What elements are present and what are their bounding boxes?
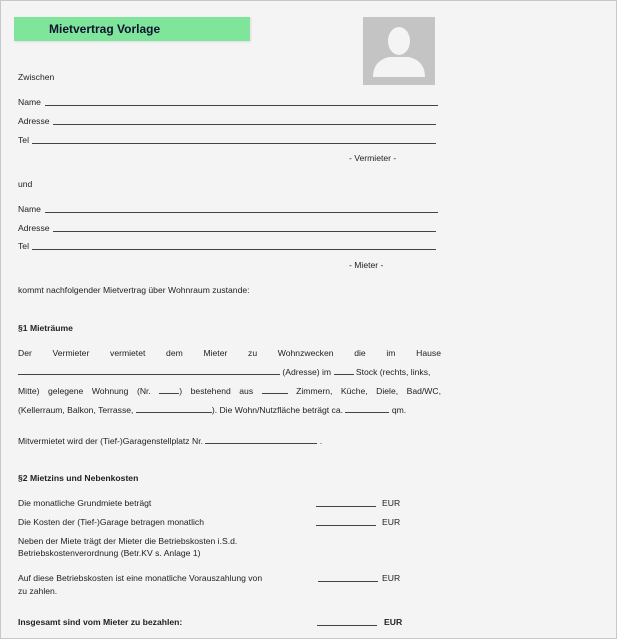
garage-cost-label: Die Kosten der (Tief-)Garage betragen monatlich xyxy=(18,517,204,527)
prepayment-line1: Auf diese Betriebskosten ist eine monatliche Vorauszahlung von xyxy=(18,573,263,583)
tenant-address-field[interactable] xyxy=(53,230,436,232)
document-title: Mietvertrag Vorlage xyxy=(49,22,161,36)
tenant-name-field[interactable] xyxy=(45,211,438,213)
house-address-field[interactable] xyxy=(18,365,280,375)
prepayment-field[interactable] xyxy=(318,580,378,582)
garage-line: Mitvermietet wird der (Tief-)Garagenstellplatz Nr. . xyxy=(18,436,323,446)
total-label: Insgesamt sind vom Mieter zu bezahlen: xyxy=(18,617,183,627)
document-title-banner xyxy=(14,17,250,41)
section1-line1: Der Vermieter vermietet dem Mieter zu Wohnzwecken die im Hause xyxy=(18,348,441,358)
landlord-name-label: Name xyxy=(18,97,41,107)
extras-field[interactable] xyxy=(136,403,212,413)
base-rent-label: Die monatliche Grundmiete beträgt xyxy=(18,498,152,508)
landlord-tel-label: Tel xyxy=(18,135,29,145)
landlord-tel-field[interactable] xyxy=(32,142,436,144)
tenant-name-label: Name xyxy=(18,204,41,214)
person-placeholder-icon xyxy=(363,17,435,85)
prepayment-unit: EUR xyxy=(382,573,401,583)
floor-field[interactable] xyxy=(334,365,354,375)
prepayment-line2: zu zahlen. xyxy=(18,586,58,596)
total-unit: EUR xyxy=(384,617,403,627)
section1-line3: Mitte) gelegene Wohnung (Nr. ) bestehend aus Zimmern, Küche, Diele, Bad/WC, xyxy=(18,386,442,396)
area-field[interactable] xyxy=(345,403,389,413)
tenant-tel-field[interactable] xyxy=(32,248,436,250)
intro-text: kommt nachfolgender Mietvertrag über Wohnraum zustande: xyxy=(18,285,250,295)
base-rent-unit: EUR xyxy=(382,498,401,508)
landlord-address-label: Adresse xyxy=(18,116,50,126)
und-label: und xyxy=(18,179,33,189)
zwischen-label: Zwischen xyxy=(18,72,55,82)
section1-line4: (Kellerraum, Balkon, Terrasse, ). Die Wohn/Nutzfläche beträgt ca. qm. xyxy=(18,405,407,415)
total-field[interactable] xyxy=(317,624,377,626)
tenant-role: - Mieter - xyxy=(349,260,384,270)
section1-line2: (Adresse) im Stock (rechts, links, xyxy=(18,365,430,378)
garage-cost-unit: EUR xyxy=(382,517,401,527)
landlord-role: - Vermieter - xyxy=(349,153,397,163)
section2-heading: §2 Mietzins und Nebenkosten xyxy=(18,473,139,483)
tenant-tel-label: Tel xyxy=(18,241,29,251)
operating-costs-line2: Betriebskostenverordnung (Betr.KV s. Anlage 1) xyxy=(18,548,201,558)
landlord-name-field[interactable] xyxy=(45,104,438,106)
tenant-address-label: Adresse xyxy=(18,223,50,233)
garage-number-field[interactable] xyxy=(205,434,317,444)
base-rent-field[interactable] xyxy=(316,505,376,507)
operating-costs-line1: Neben der Miete trägt der Mieter die Betriebskosten i.S.d. xyxy=(18,536,238,546)
section1-heading: §1 Mieträume xyxy=(18,323,73,333)
garage-cost-field[interactable] xyxy=(316,524,376,526)
landlord-address-field[interactable] xyxy=(53,123,436,125)
apartment-number-field[interactable] xyxy=(159,384,179,394)
rooms-field[interactable] xyxy=(262,384,288,394)
